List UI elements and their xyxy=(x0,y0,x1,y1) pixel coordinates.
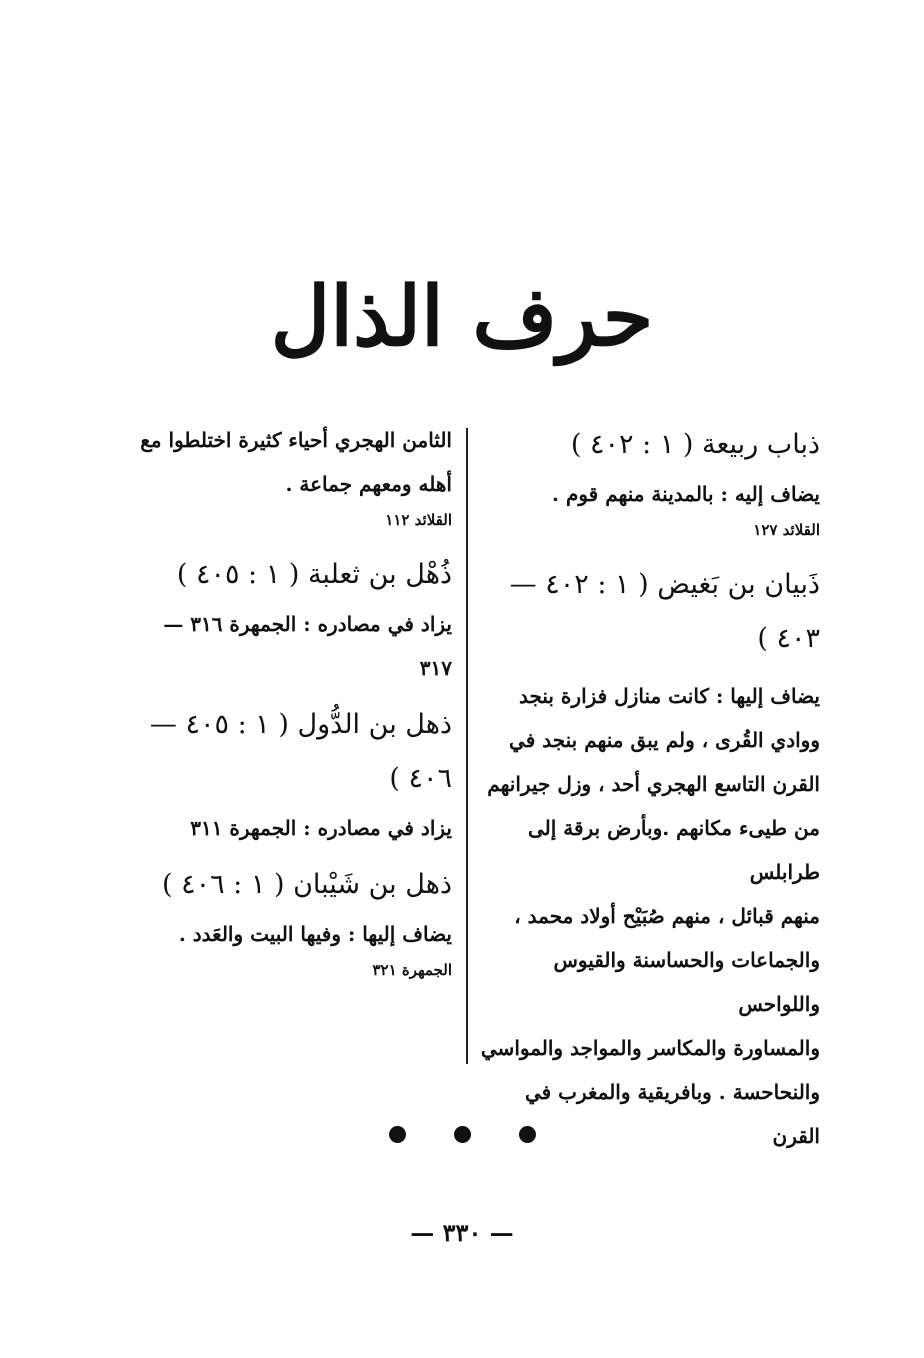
entry-dhuhl-thalaba xyxy=(90,548,452,690)
entry-body-continued: ٣١٧ xyxy=(419,656,452,680)
ornament-dot xyxy=(389,1126,406,1143)
entry-continuation xyxy=(90,418,452,534)
entry-body-line: أهله ومعهم جماعة . xyxy=(285,472,452,496)
entry-body-line: الثامن الهجري أحياء كثيرة اختلطوا مع xyxy=(140,428,452,452)
entry-dhubyan-baghid xyxy=(474,558,820,1158)
entry-dhuhl-dul xyxy=(90,698,452,850)
entry-body: يزاد في مصادره : الجمهرة ٣١٦ — xyxy=(163,612,452,636)
section-end-ornament xyxy=(0,1126,924,1143)
column-divider xyxy=(466,428,468,1064)
right-column xyxy=(474,418,820,1158)
entry-heading: ذباب ربيعة ( ١ : ٤٠٢ ) xyxy=(570,429,820,460)
entry-source: القلائد ١٢٧ xyxy=(753,521,820,539)
entry-body-line: من طيىء مكانهم .وبأرض برقة إلى طرابلس xyxy=(527,816,820,884)
entry-body-line: والجماعات والحساسنة والقيوس واللواحس xyxy=(553,948,820,1016)
ornament-dot xyxy=(454,1126,471,1143)
entry-body: يزاد في مصادره : الجمهرة ٣١١ xyxy=(190,816,452,840)
entry-body: يضاف إليه : بالمدينة منهم قوم . xyxy=(552,482,820,506)
entry-body-line: منهم قبائل ، منهم صُبَيْح أولاد محمد ، xyxy=(514,904,820,928)
entry-body: يضاف إليها : وفيها البيت والعَدد . xyxy=(178,922,452,946)
entry-body-line: والنحاحسة . وبافريقية والمغرب في القرن xyxy=(524,1080,820,1148)
entry-dhubab-rabia xyxy=(474,418,820,544)
left-column xyxy=(90,418,452,984)
ornament-dot xyxy=(519,1126,536,1143)
entry-heading: ذَبيان بن بَغيض ( ١ : ٤٠٢ — xyxy=(509,569,820,600)
entry-dhuhl-shayban xyxy=(90,858,452,984)
entry-source: القلائد ١١٢ xyxy=(385,511,452,529)
entry-heading-continued: ٤٠٦ ) xyxy=(389,763,452,794)
entry-source: الجمهرة ٣٢١ xyxy=(372,961,452,979)
entry-heading: ذُهْل بن ثعلبة ( ١ : ٤٠٥ ) xyxy=(176,559,452,590)
entry-body-line: ووادي القُرى ، ولم يبق منهم بنجد في xyxy=(509,728,820,752)
entry-heading: ذهل بن شَيْبان ( ١ : ٤٠٦ ) xyxy=(161,869,452,900)
entry-heading-continued: ٤٠٣ ) xyxy=(757,623,820,654)
entry-body-line: يضاف إليها : كانت منازل فزارة بنجد xyxy=(518,684,820,708)
entry-heading: ذهل بن الدُّول ( ١ : ٤٠٥ — xyxy=(149,709,452,740)
entry-body-line: والمساورة والمكاسر والمواجد والمواسي xyxy=(480,1036,820,1060)
entry-body-line: القرن التاسع الهجري أحد ، وزل جيرانهم xyxy=(487,772,820,796)
page-number: — ٣٣٠ — xyxy=(410,1218,514,1247)
chapter-title: حرف الذال xyxy=(270,269,654,365)
